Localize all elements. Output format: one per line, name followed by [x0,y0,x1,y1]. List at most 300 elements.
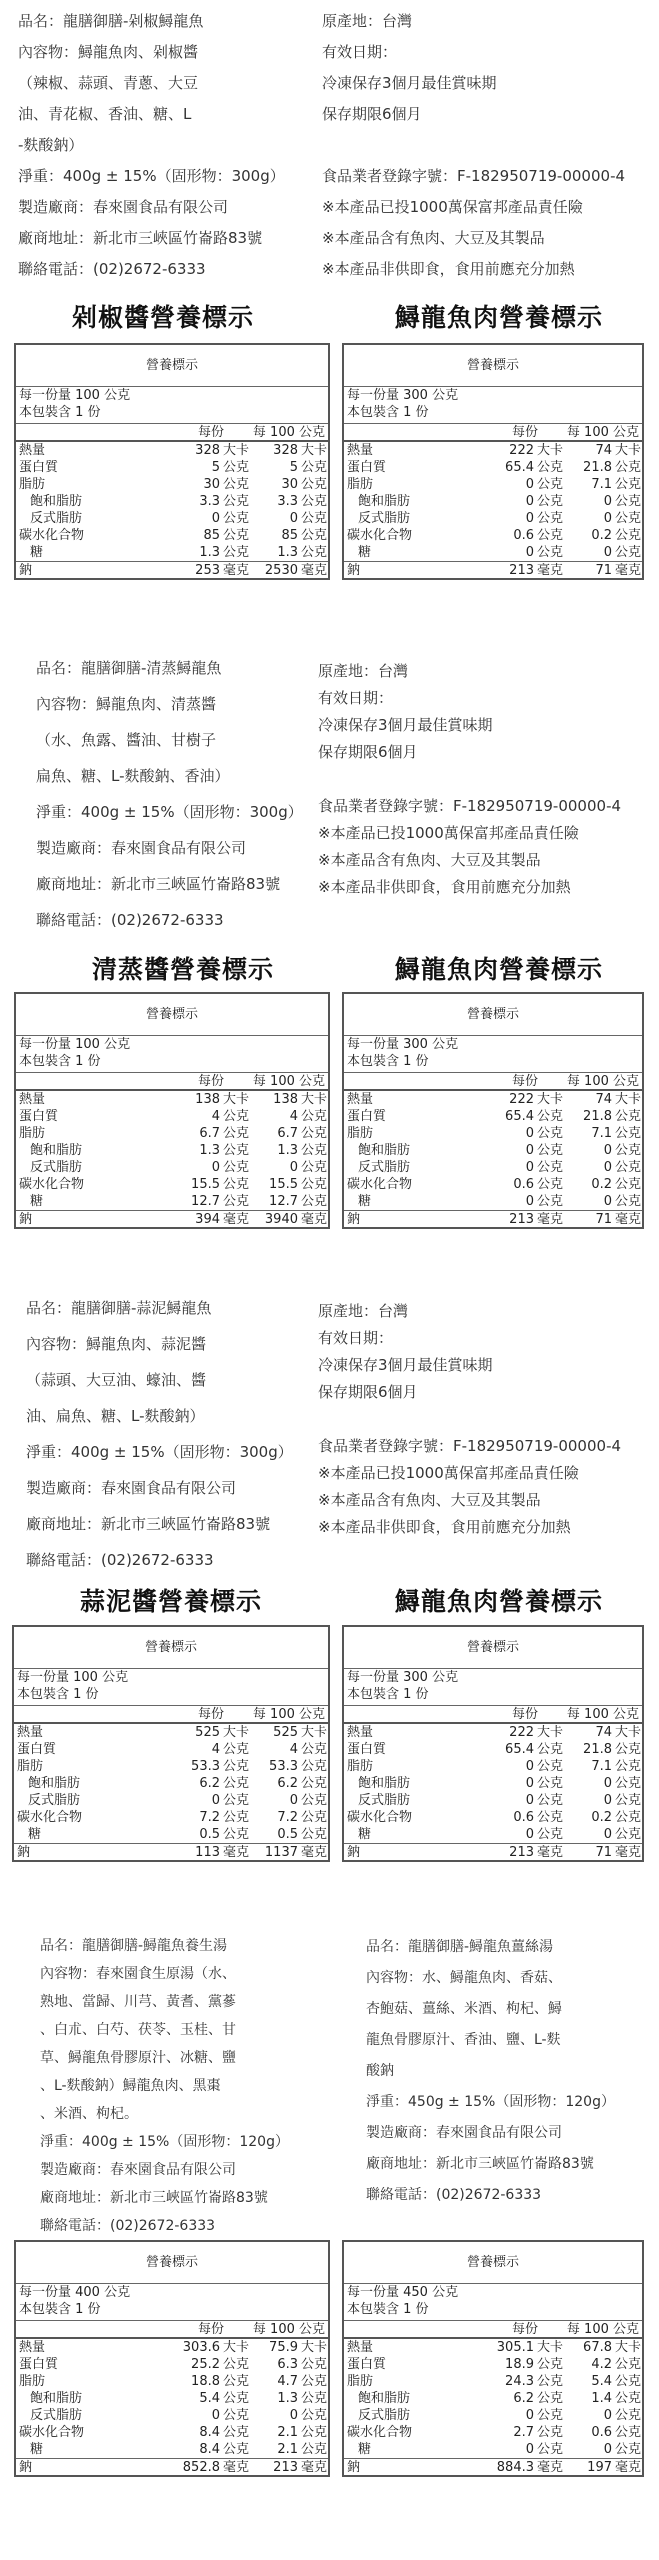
per-serving-value [172,1826,250,1843]
value-unit: 公克 [301,1177,328,1192]
info-line: 內容物：鱘龍魚肉、蒜泥醬 [26,1335,207,1353]
per-100g-value [250,1176,328,1193]
info-line: 品名：龍膳御膳-鱘龍魚薑絲湯 [366,1939,554,1955]
value-number: 0 [603,1160,612,1175]
value-number: 8.4 [199,2425,220,2440]
sec2-title-right: 鱘龍魚肉營養標示 [395,955,604,984]
nutrient-name: 糖 [30,1194,44,1209]
nutrient-name: 脂肪 [17,1759,44,1774]
value-unit: 公克 [301,1126,328,1141]
info-line: 廠商地址：新北市三峽區竹崙路83號 [26,1515,271,1533]
nutrient-name: 鈉 [19,1212,33,1227]
nutrient-row [344,1142,642,1159]
table-heading: 營養標示 [344,1627,642,1669]
nutrient-row [344,544,642,561]
value-number: 7.1 [591,1759,612,1774]
value-unit: 公克 [537,1126,564,1141]
value-number: 30 [281,477,298,492]
info-line: 製造廠商：春來園食品有限公司 [36,839,247,857]
nutrient-row [344,459,642,476]
value-number: 0 [525,1759,534,1774]
value-number: 6.7 [199,1126,220,1141]
per-100g-value [564,1844,642,1860]
per-100g-value [564,476,642,493]
value-number: 6.2 [277,1776,298,1791]
value-number: 0 [603,1776,612,1791]
value-number: 0 [289,1793,298,1808]
value-unit: 公克 [537,477,564,492]
value-unit: 公克 [223,477,250,492]
value-number: 1.3 [199,1143,220,1158]
nutrient-row [16,1125,328,1142]
nutrient-row [344,1758,642,1775]
nutrient-rows [344,1089,642,1227]
value-unit: 毫克 [301,563,328,578]
per-serving-value [486,1758,564,1775]
value-unit: 大卡 [615,1092,642,1107]
nutrient-row [14,1792,328,1809]
nutrient-row [16,510,328,527]
nutrient-rows [16,440,328,578]
info-line: 聯絡電話：(02)2672-6333 [40,2218,216,2234]
nutrient-name: 蛋白質 [347,460,387,475]
per-100g-value [564,2356,642,2373]
nutrient-name: 反式脂肪 [358,1160,411,1175]
info-line: 聯絡電話：(02)2672-6333 [36,911,224,929]
value-unit: 毫克 [537,2460,564,2475]
value-number: 18.8 [191,2374,220,2389]
value-number: 253 [195,563,220,578]
value-number: 1.3 [199,545,220,560]
info-line: 製造廠商：春來園食品有限公司 [26,1479,237,1497]
per-serving-value [486,1142,564,1159]
per-100g-value [250,2424,328,2441]
table-heading: 營養標示 [14,1627,328,1669]
per-100g-value [250,527,328,544]
per-100g-value [250,1193,328,1210]
value-unit: 公克 [301,477,328,492]
nutrient-name: 碳水化合物 [19,1177,85,1192]
nutrient-name: 蛋白質 [347,2357,387,2372]
per-serving-value [486,2390,564,2407]
value-number: 0.2 [591,528,612,543]
per-serving-value [486,510,564,527]
nutrient-row [16,1193,328,1210]
per-100g-value [564,1741,642,1758]
nutrient-name: 反式脂肪 [358,2408,411,2423]
value-unit: 大卡 [301,1725,328,1740]
value-unit: 公克 [615,2357,642,2372]
per-100g-value [564,2441,642,2458]
per-serving-value [172,1159,250,1176]
value-unit: 毫克 [223,2460,250,2475]
sec1-nutrition-table-left [14,343,330,580]
info-line: 製造廠商：春來園食品有限公司 [40,2162,236,2178]
nutrient-name: 糖 [28,1827,42,1842]
column-header-per-serving: 每份 [197,1074,224,1089]
value-unit: 公克 [223,1776,250,1791]
nutrient-row [16,544,328,561]
value-unit: 公克 [615,2374,642,2389]
per-serving-value [486,459,564,476]
value-unit: 公克 [223,1793,250,1808]
nutrient-name: 蛋白質 [19,1109,59,1124]
per-serving-value [172,493,250,510]
per-100g-value [250,562,328,578]
sec3-nutrition-table-left [12,1625,330,1862]
per-100g-value [564,459,642,476]
value-unit: 公克 [223,1810,250,1825]
value-unit: 公克 [301,2408,328,2423]
value-unit: 公克 [301,1793,328,1808]
per-serving-value [486,1125,564,1142]
nutrient-name: 碳水化合物 [19,528,85,543]
value-number: 5.4 [199,2391,220,2406]
nutrient-name: 熱量 [17,1725,44,1740]
value-unit: 公克 [615,528,642,543]
per-100g-value [564,1142,642,1159]
sec2-info-left [36,650,303,938]
value-unit: 毫克 [615,2460,642,2475]
value-number: 213 [273,2460,298,2475]
value-number: 0 [525,1143,534,1158]
info-line: 廠商地址：新北市三峽區竹崙路83號 [366,2156,594,2172]
value-unit: 公克 [301,1776,328,1791]
value-unit: 公克 [537,2442,564,2457]
value-unit: 大卡 [301,1092,328,1107]
per-serving-value [486,1809,564,1826]
info-line: 內容物：鱘龍魚肉、剁椒醬 [18,43,199,61]
nutrient-name: 熱量 [347,1725,374,1740]
nutrient-name: 熱量 [347,1092,374,1107]
value-number: 1137 [264,1845,298,1860]
nutrient-name: 反式脂肪 [358,511,411,526]
info-line: ※本產品非供即食，食用前應充分加熱 [318,1518,571,1536]
value-unit: 公克 [537,2374,564,2389]
value-number: 0 [525,1194,534,1209]
value-unit: 公克 [301,460,328,475]
info-line: 淨重：400g ± 15%（固形物：300g） [18,167,285,185]
value-number: 15.5 [191,1177,220,1192]
info-line: 油、扁魚、糖、L-麩酸鈉） [26,1407,205,1425]
value-unit: 公克 [537,1759,564,1774]
value-number: 85 [203,528,220,543]
value-number: 71 [595,1212,612,1227]
info-line: 內容物：鱘龍魚肉、清蒸醬 [36,695,217,713]
per-serving-value [486,2441,564,2458]
value-unit: 毫克 [223,1212,250,1227]
value-unit: 公克 [223,2442,250,2457]
per-100g-value [250,1809,328,1826]
per-serving-value [172,2390,250,2407]
value-number: 6.7 [277,1126,298,1141]
nutrient-name: 飽和脂肪 [30,494,83,509]
info-line: 淨重：400g ± 15%（固形物：300g） [26,1443,293,1461]
value-number: 1.4 [591,2391,612,2406]
value-unit: 公克 [537,2391,564,2406]
per-serving-value [486,544,564,561]
per-100g-value [564,2424,642,2441]
per-100g-value [250,1792,328,1809]
value-unit: 公克 [615,494,642,509]
value-unit: 公克 [537,1742,564,1757]
value-unit: 大卡 [301,443,328,458]
per-serving-value [486,1844,564,1860]
value-number: 21.8 [583,1109,612,1124]
value-number: 0 [525,511,534,526]
value-unit: 公克 [537,1194,564,1209]
info-line: （蒜頭、大豆油、蠔油、醬 [26,1371,207,1389]
value-number: 21.8 [583,1742,612,1757]
value-unit: 公克 [537,1143,564,1158]
value-unit: 公克 [615,1143,642,1158]
sec3-info-left [26,1290,293,1578]
per-serving-value [172,1844,250,1860]
value-number: 71 [595,1845,612,1860]
column-header-per-100g: 每 100 公克 [252,1074,325,1089]
value-number: 0 [603,511,612,526]
nutrient-row [344,1159,642,1176]
value-unit: 公克 [537,1109,564,1124]
info-line: 內容物：春來園食生原湯（水、 [40,1966,236,1982]
serving-size: 每一份量 100 公克 [17,1670,129,1685]
value-unit: 大卡 [223,443,250,458]
nutrient-name: 鈉 [347,563,361,578]
nutrient-name: 飽和脂肪 [28,1776,81,1791]
per-100g-value [250,442,328,459]
per-100g-value [250,2356,328,2373]
nutrient-name: 鈉 [19,563,33,578]
nutrient-row [344,442,642,459]
per-serving-value [172,2373,250,2390]
value-unit: 大卡 [615,2340,642,2355]
value-number: 6.2 [199,1776,220,1791]
column-header-row [344,1072,642,1089]
value-number: 15.5 [269,1177,298,1192]
per-100g-value [250,1211,328,1227]
per-100g-value [564,2390,642,2407]
value-number: 12.7 [191,1194,220,1209]
per-100g-value [250,2373,328,2390]
sec1-info-right [322,6,625,285]
value-number: 1.3 [277,1143,298,1158]
info-line: 原產地：台灣 [318,1302,409,1320]
nutrient-row [344,1193,642,1210]
value-unit: 公克 [615,1759,642,1774]
serving-size: 每一份量 300 公克 [347,1670,459,1685]
value-unit: 公克 [537,494,564,509]
value-number: 5 [211,460,220,475]
per-serving-value [486,493,564,510]
value-number: 1.3 [277,2391,298,2406]
value-number: 53.3 [191,1759,220,1774]
value-number: 67.8 [583,2340,612,2355]
column-header-blank [16,424,172,440]
value-number: 0 [603,2442,612,2457]
value-number: 222 [509,1725,534,1740]
column-header-per-serving: 每份 [511,425,538,440]
value-number: 6.2 [513,2391,534,2406]
value-number: 884.3 [496,2460,534,2475]
nutrient-row [16,1142,328,1159]
per-serving-value [486,1193,564,1210]
value-number: 85 [281,528,298,543]
nutrient-name: 碳水化合物 [347,528,413,543]
info-line: ※本產品非供即食，食用前應充分加熱 [322,260,575,278]
value-unit: 公克 [537,1177,564,1192]
sec3-title-left: 蒜泥醬營養標示 [80,1587,263,1616]
per-100g-value [564,1826,642,1843]
info-line: 有效日期： [322,43,398,61]
value-unit: 公克 [615,1776,642,1791]
value-unit: 公克 [615,1194,642,1209]
nutrient-name: 糖 [358,1194,372,1209]
sec4-nutrition-table-right [342,2240,644,2477]
per-100g-value [564,527,642,544]
info-line: 廠商地址：新北市三峽區竹崙路83號 [36,875,281,893]
value-unit: 公克 [537,545,564,560]
column-header-per-100g: 每 100 公克 [566,2322,639,2337]
sec4-info-right [366,1932,615,2211]
per-100g-value [250,1758,328,1775]
nutrient-name: 飽和脂肪 [30,2391,83,2406]
info-line: 品名：龍膳御膳-剁椒鱘龍魚 [18,12,204,30]
value-number: 852.8 [182,2460,220,2475]
nutrient-row [344,2424,642,2441]
nutrient-rows [344,2337,642,2475]
serving-size: 每一份量 300 公克 [347,1037,459,1052]
value-unit: 公克 [615,477,642,492]
value-unit: 公克 [615,1177,642,1192]
value-unit: 公克 [615,2442,642,2457]
nutrient-row [16,493,328,510]
value-unit: 毫克 [615,563,642,578]
info-line: 保存期限6個月 [318,1383,418,1401]
value-number: 53.3 [269,1759,298,1774]
value-number: 5.4 [591,2374,612,2389]
value-unit: 公克 [615,511,642,526]
value-number: 74 [595,1092,612,1107]
value-unit: 大卡 [537,2340,564,2355]
value-number: 65.4 [505,460,534,475]
nutrient-row [344,1775,642,1792]
value-number: 2.1 [277,2442,298,2457]
column-header-row [344,2320,642,2337]
info-line: 、米酒、枸杞。 [40,2106,138,2122]
value-unit: 公克 [223,460,250,475]
nutrient-row [344,1210,642,1227]
per-serving-value [172,562,250,578]
value-unit: 公克 [615,1810,642,1825]
value-unit: 大卡 [223,1725,250,1740]
per-100g-value [250,1125,328,1142]
per-100g-value [250,1142,328,1159]
info-line: 食品業者登錄字號：F-182950719-00000-4 [322,167,626,185]
nutrient-name: 鈉 [347,2460,361,2475]
nutrient-name: 蛋白質 [347,1109,387,1124]
per-serving-value [486,1159,564,1176]
nutrient-row [344,1724,642,1741]
per-100g-value [250,2441,328,2458]
value-number: 303.6 [182,2340,220,2355]
value-number: 0.6 [513,1810,534,1825]
per-100g-value [250,1159,328,1176]
nutrient-name: 脂肪 [347,1126,374,1141]
column-header-blank [16,2321,172,2337]
nutrient-name: 糖 [358,1827,372,1842]
value-number: 0 [525,1827,534,1842]
column-header-per-100g: 每 100 公克 [252,1707,325,1722]
column-header-row [344,423,642,440]
per-100g-value [564,2373,642,2390]
nutrient-name: 蛋白質 [19,460,59,475]
value-unit: 毫克 [301,1212,328,1227]
per-serving-value [172,1809,250,1826]
nutrient-name: 脂肪 [347,2374,374,2389]
value-number: 0.2 [591,1810,612,1825]
value-number: 0 [525,2408,534,2423]
nutrient-name: 熱量 [19,1092,46,1107]
value-number: 74 [595,1725,612,1740]
value-number: 0 [289,511,298,526]
value-number: 0 [603,545,612,560]
value-unit: 大卡 [537,1725,564,1740]
column-header-blank [344,424,486,440]
value-number: 0 [525,1126,534,1141]
sec1-title-right: 鱘龍魚肉營養標示 [395,303,604,332]
per-serving-value [486,2407,564,2424]
value-unit: 公克 [223,2357,250,2372]
column-header-row [16,423,328,440]
value-number: 7.1 [591,477,612,492]
value-number: 0.6 [591,2425,612,2440]
nutrient-name: 飽和脂肪 [30,1143,83,1158]
value-number: 4 [289,1109,298,1124]
nutrient-row [16,1091,328,1108]
value-number: 65.4 [505,1742,534,1757]
nutrient-name: 反式脂肪 [30,1160,83,1175]
value-number: 0 [525,1160,534,1175]
per-serving-value [172,2424,250,2441]
per-100g-value [564,1809,642,1826]
per-serving-value [172,510,250,527]
value-number: 0 [525,1793,534,1808]
value-unit: 毫克 [223,563,250,578]
nutrient-name: 脂肪 [19,2374,46,2389]
nutrient-row [14,1775,328,1792]
per-100g-value [564,562,642,578]
info-line: 草、鱘龍魚骨膠原汁、冰糖、鹽 [40,2050,236,2066]
per-serving-value [486,476,564,493]
per-100g-value [250,1826,328,1843]
value-unit: 公克 [615,1126,642,1141]
per-100g-value [250,544,328,561]
value-number: 328 [195,443,220,458]
value-number: 74 [595,443,612,458]
servings-per-package: 本包裝含 1 份 [347,405,429,420]
value-unit: 公克 [301,1194,328,1209]
info-line: 保存期限6個月 [318,743,418,761]
per-100g-value [250,476,328,493]
value-unit: 公克 [615,1160,642,1175]
nutrient-row [344,1792,642,1809]
sec1-nutrition-table-right [342,343,644,580]
value-unit: 公克 [537,511,564,526]
value-unit: 大卡 [615,443,642,458]
info-line: 冷凍保存3個月最佳賞味期 [318,716,493,734]
nutrient-name: 反式脂肪 [358,1793,411,1808]
value-unit: 公克 [615,1827,642,1842]
